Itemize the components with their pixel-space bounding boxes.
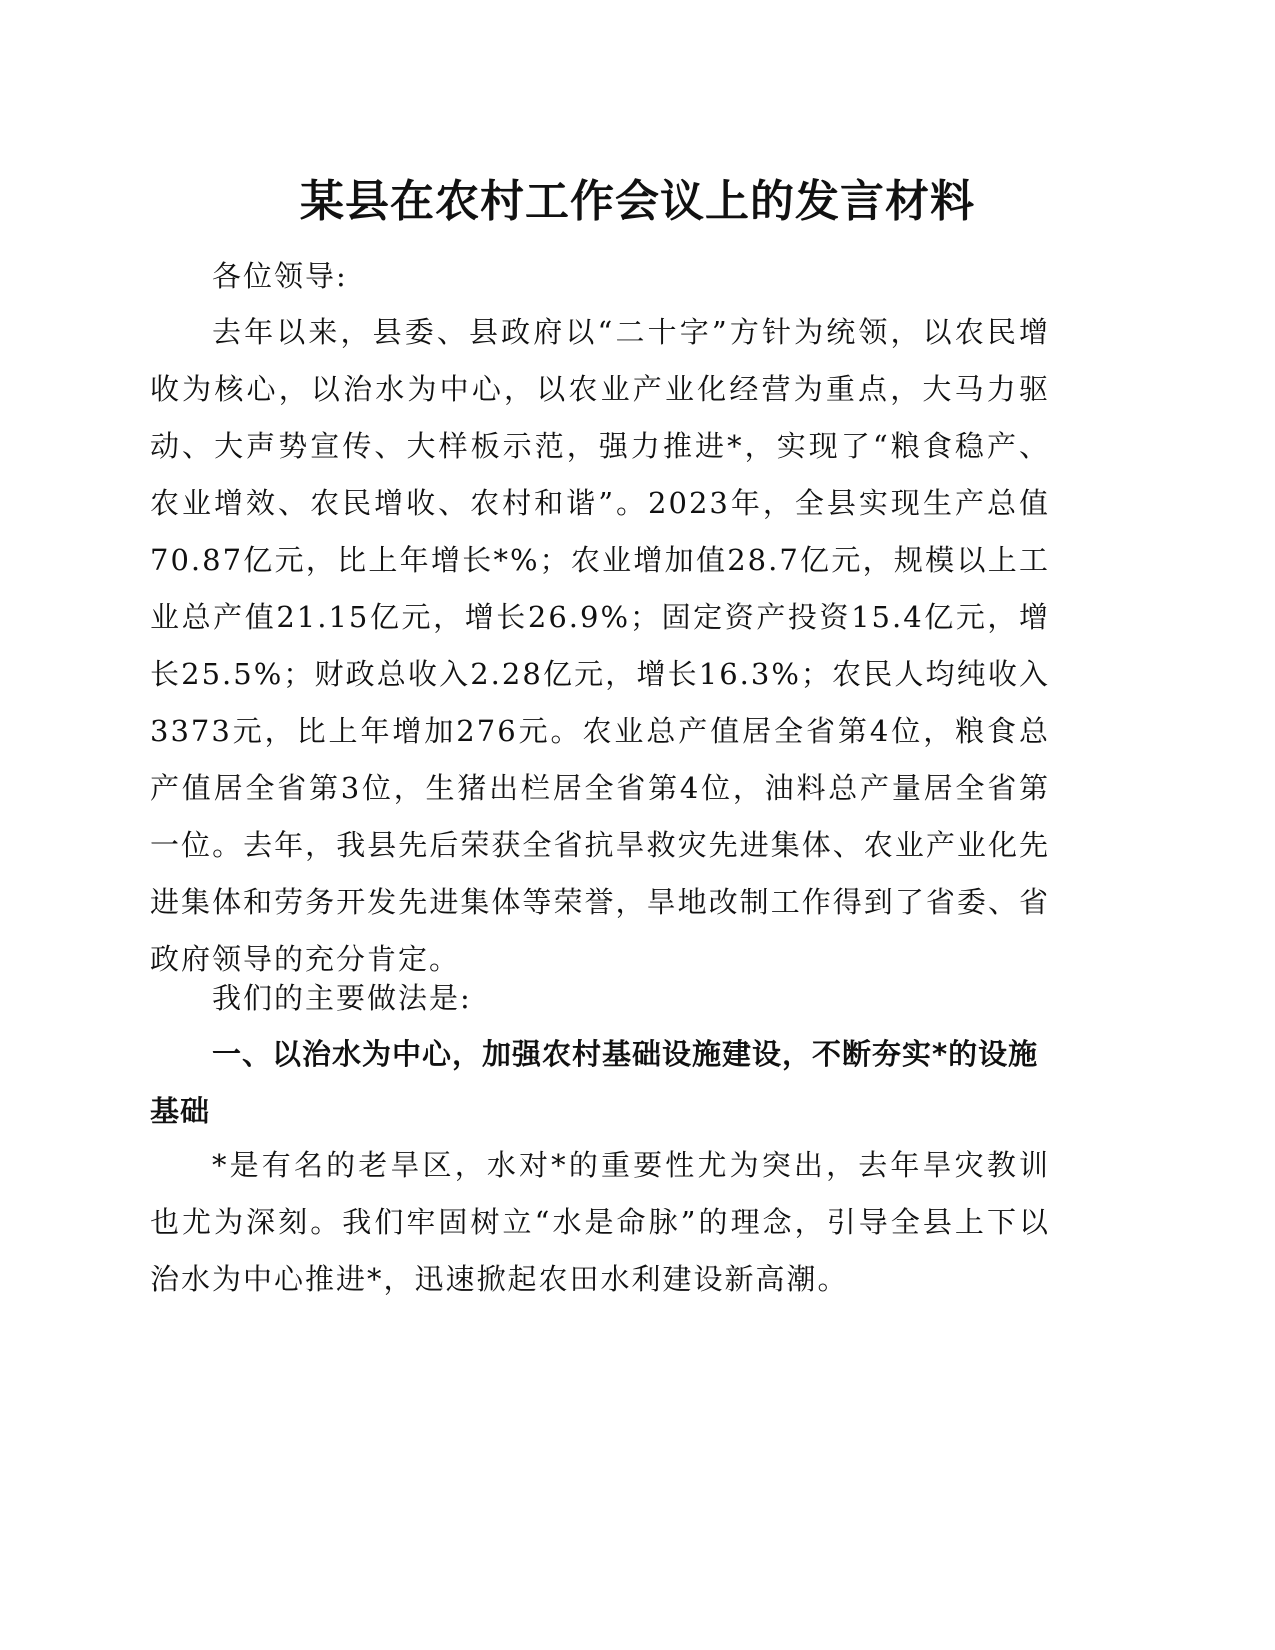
salutation: 各位领导: [212,259,348,293]
section-heading-1: 一、以治水为中心，加强农村基础设施建设，不断夯实*的设施基础 [150,1037,1039,1128]
section-paragraph-1: *是有名的老旱区，水对*的重要性尤为突出，去年旱灾教训也尤为深刻。我们牢固树立“水是命脉”的理念，引导全县上下以治水为中心推进*，迅速掀起农田水利建设新高潮。 [150,1148,1050,1296]
document-title: 某县在农村工作会议上的发言材料 [300,176,975,227]
paragraph-overview: 去年以来，县委、县政府以“二十字”方针为统领，以农民增收为核心，以治水为中心，以农业产业化经营为重点，大马力驱动、大声势宣传、大样板示范，强力推进*，实现了“粮食稳产、农业增效、农民增收、农村和谐”。2023年，全县实现生产总值70.87亿元，比上年增长*%；农业增加值28.7亿元，规模以上工业总产值21.15亿元，增长26.9%；固定资产投资15.4亿元，增长25.5%；财政总收入2.28亿元，增长16.3%；农民人均纯收入3373元，比上年增加276元。农业总产值居全省第4位，粮食总产值居全省第3位，生猪出栏居全省第4位，油料总产量居全省第一位。去年，我县先后荣获全省抗旱救灾先进集体、农业产业化先进集体和劳务开发先进集体等荣誉，旱地改制工作得到了省委、省政府领导的充分肯定。 [150,315,1050,976]
intro-methods: 我们的主要做法是: [212,981,472,1015]
